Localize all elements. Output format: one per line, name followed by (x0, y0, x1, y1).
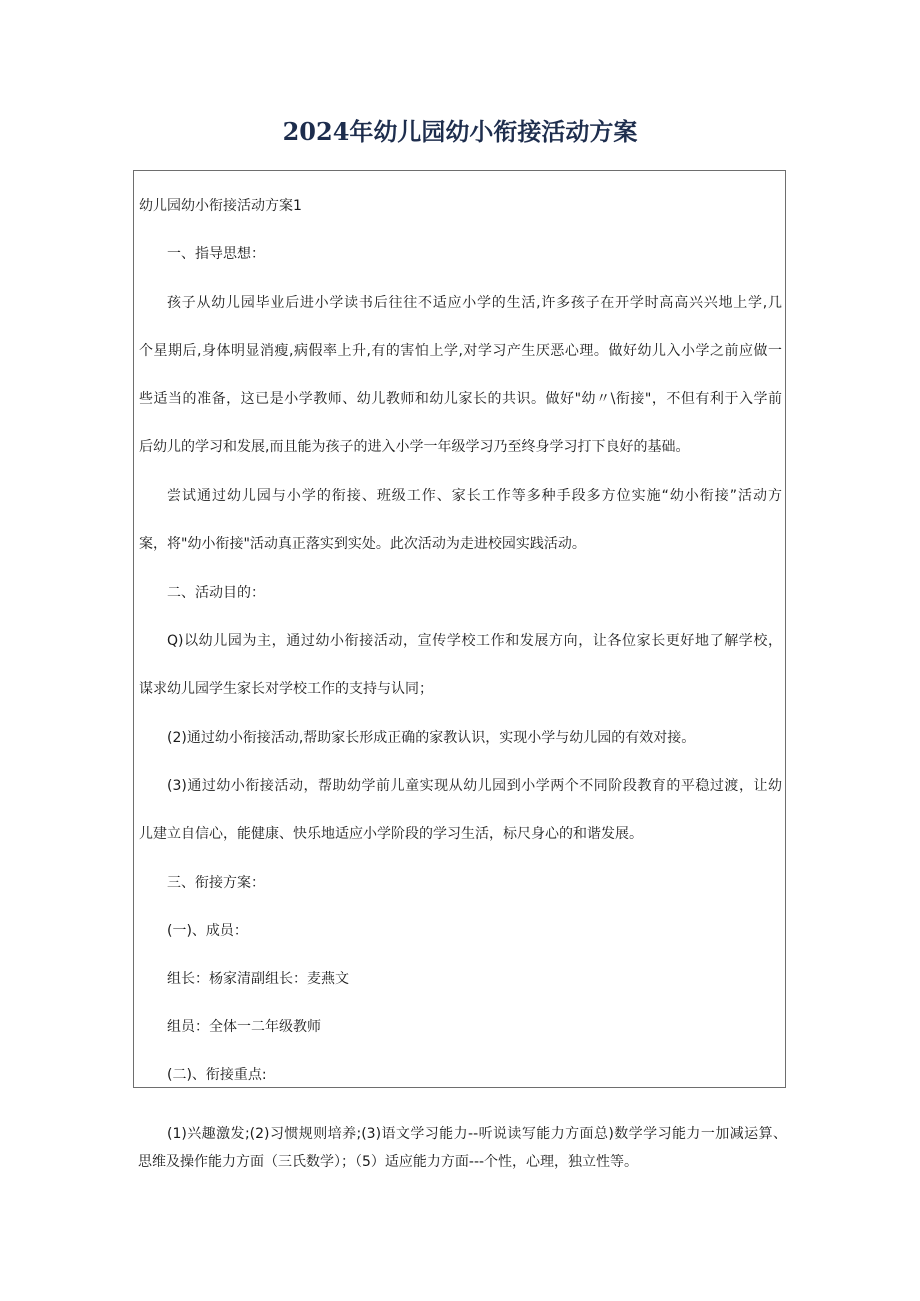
key-points-line: (1)兴趣激发;(2)习惯规则培养;(3)语文学习能力--听说读写能力方面总)数学学习能力一加减运算、 (167, 1126, 787, 1142)
section-heading: 幼儿园幼小衔接活动方案1 (139, 198, 302, 214)
content-box (133, 170, 786, 1088)
document-title: 2024年幼儿园幼小衔接活动方案 (282, 117, 638, 146)
heading-activity-purpose: 二、活动目的： (167, 585, 265, 601)
paragraph-line: (2)通过幼小衔接活动,帮助家长形成正确的家教认识，实现小学与幼儿园的有效对接。 (167, 730, 696, 746)
subheading-members: (一)、成员： (167, 923, 248, 939)
key-points-line: 思维及操作能力方面（三氏数学）；（5）适应能力方面---个性，心理，独立性等。 (138, 1154, 639, 1170)
paragraph-line: 后幼儿的学习和发展,而且能为孩子的进入小学一年级学习乃至终身学习打下良好的基础。 (139, 439, 690, 455)
paragraph-line: 孩子从幼儿园毕业后进小学读书后往往不适应小学的生活,许多孩子在开学时高高兴兴地上学,几 (167, 295, 782, 311)
heading-guiding-ideology: 一、指导思想： (167, 246, 265, 262)
paragraph-line: 个星期后,身体明显消瘦,病假率上升,有的害怕上学,对学习产生厌恶心理。做好幼儿入小学之前应做一 (139, 343, 782, 359)
members-leaders: 组长：杨家清副组长：麦燕文 (167, 971, 349, 987)
paragraph-line: 儿建立自信心，能健康、快乐地适应小学阶段的学习生活，标尺身心的和谐发展。 (139, 826, 643, 842)
paragraph-line: (3)通过幼小衔接活动，帮助幼学前儿童实现从幼儿园到小学两个不同阶段教育的平稳过渡，让幼 (167, 778, 782, 794)
paragraph-line: Q)以幼儿园为主，通过幼小衔接活动，宣传学校工作和发展方向，让各位家长更好地了解学校， (167, 633, 782, 649)
paragraph-line: 谋求幼儿园学生家长对学校工作的支持与认同； (139, 681, 433, 697)
members-staff: 组员：全体一二年级教师 (167, 1019, 321, 1035)
paragraph-line: 尝试通过幼儿园与小学的衔接、班级工作、家长工作等多种手段多方位实施“幼小衔接”活动方 (167, 488, 782, 504)
subheading-key-points: (二)、衔接重点: (167, 1067, 267, 1083)
paragraph-line: 些适当的准备，这已是小学教师、幼儿教师和幼儿家长的共识。做好"幼〃\衔接"，不但有利于入学前 (139, 391, 782, 407)
paragraph-line: 案，将"幼小衔接"活动真正落实到实处。此次活动为走进校园实践活动。 (139, 536, 586, 552)
heading-connection-plan: 三、衔接方案： (167, 875, 265, 891)
